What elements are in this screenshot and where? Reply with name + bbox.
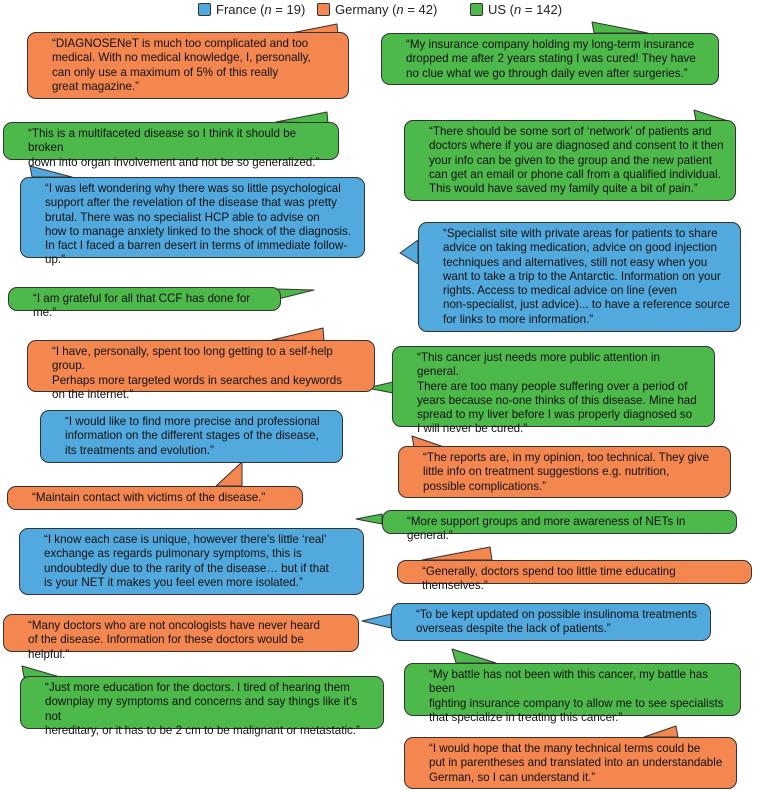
legend-label-us: US (n = 142) — [488, 1, 563, 17]
quote-text: “There should be some sort of ‘network’ of patients and doctors where if you are diagnosed and consent to it then your info can be given to the group and the new patient can get an email or phone call from a qualified individual. This would have saved my family quite a bit of pain.” — [429, 125, 724, 196]
quote-bubble — [27, 340, 375, 401]
quote-bubble — [381, 33, 719, 85]
quote-bubble — [382, 510, 737, 543]
legend-swatch-us — [470, 3, 483, 16]
quote-text: “I was left wondering why there was so little psychological support after the revelation of the disease that was pretty brutal. There was no specialist HCP able to advise on how to manage anxiety linked to the shock of the diagnosis. In fact I faced a barren desert in terms of immediate follow-up.” — [45, 182, 352, 267]
quote-text: “More support groups and more awareness of NETs in general.” — [407, 515, 686, 543]
legend-item-germany — [317, 1, 437, 17]
quote-text: “My battle has not been with this cancer, my battle has been fighting insurance company to allow me to see specialists that specialize in treating this cancer.” — [429, 668, 724, 724]
quote-bubble — [391, 603, 711, 641]
quote-bubble — [20, 177, 365, 267]
quote-text: “Many doctors who are not oncologists have never heard of the disease. Information for these doctors would be helpful.” — [28, 619, 320, 661]
legend-item-france — [198, 1, 305, 17]
bubble-tail — [276, 287, 318, 302]
quote-text: “Maintain contact with victims of the disease.” — [32, 491, 266, 504]
quote-bubble — [404, 120, 736, 201]
quote-bubble — [27, 32, 349, 99]
legend-item-us — [470, 1, 562, 17]
quote-bubble — [20, 676, 384, 737]
quote-text: “DIAGNOSENeT is much too complicated and too medical. With no medical knowledge, I, personally, can only use a maximum of 5% of this really great magazine.” — [52, 37, 311, 93]
quote-bubble — [392, 346, 715, 436]
quote-text: “This cancer just needs more public attention in general. There are too many people suffering over a period of years because no-one thinks of this disease. Mine had spread to my liver before I was properly diagnosed so I will never be cured.” — [417, 351, 697, 436]
quote-bubble — [40, 410, 343, 463]
quote-text: “I have, personally, spent too long getting to a self-help group. Perhaps more targeted words in searches and keywords on the internet.” — [52, 345, 342, 401]
quote-text: “I would hope that the many technical terms could be put in parentheses and translated into an understandable German, so I can understand it.” — [429, 742, 723, 784]
bubble-tail — [360, 612, 395, 632]
quote-bubble — [8, 287, 281, 320]
quote-text: “My insurance company holding my long-term insurance dropped me after 2 years stating I was cured! They have no clue what we go through daily even after surgeries.” — [406, 38, 696, 80]
quote-bubble — [404, 737, 737, 789]
quote-bubble — [3, 122, 339, 169]
quote-text: “I would like to find more precise and professional information on the different stages of the disease, its treatments and evolution.” — [65, 415, 320, 457]
quote-text: “The reports are, in my opinion, too technical. They give little info on treatment suggestions e.g. nutrition, possible complications.” — [423, 451, 709, 493]
quote-bubble — [398, 446, 731, 498]
bubble-tail — [212, 460, 246, 489]
quote-bubble — [404, 663, 741, 724]
legend-swatch-germany — [317, 3, 330, 16]
quote-text: “Just more education for the doctors. I tired of hearing them downplay my symptoms and concerns and say things like it's not hereditary, or it has to be 2 cm to be malignant or metastatic.” — [45, 681, 360, 737]
quote-bubble — [7, 486, 303, 510]
quote-text: “I am grateful for all that CCF has done for me.” — [33, 292, 251, 320]
legend-swatch-france — [198, 3, 211, 16]
legend-label-france: France (n = 19) — [216, 1, 306, 17]
quote-bubble — [397, 560, 752, 593]
quote-text: “I know each case is unique, however there's little ‘real’ exchange as regards pulmonary symptoms, this is undoubtedly due to the rarity of the disease… but if that is your NET it makes you feel even more isolated.” — [44, 533, 329, 589]
quote-text: “To be kept updated on possible insulinoma treatments overseas despite the lack of patients.” — [416, 608, 697, 636]
quote-bubble — [418, 222, 741, 332]
quote-text: “This is a multifaceted disease so I think it should be broken down into organ involvement and not be so generalized.” — [28, 127, 320, 169]
quote-bubble — [19, 528, 364, 595]
quote-text: “Specialist site with private areas for patients to share advice on taking medication, advice on good injection techniques and alternatives, still not easy when you want to take a trip to the Antarctic. Information on your rights. Access to medical advice on line (even non-specialist, just advice)... to have a reference source for links to more information.” — [443, 227, 730, 326]
legend-label-germany: Germany (n = 42) — [335, 1, 438, 17]
quote-bubble — [3, 614, 359, 661]
quote-text: “Generally, doctors spend too little time educating themselves.” — [422, 565, 676, 593]
legend — [0, 0, 757, 18]
